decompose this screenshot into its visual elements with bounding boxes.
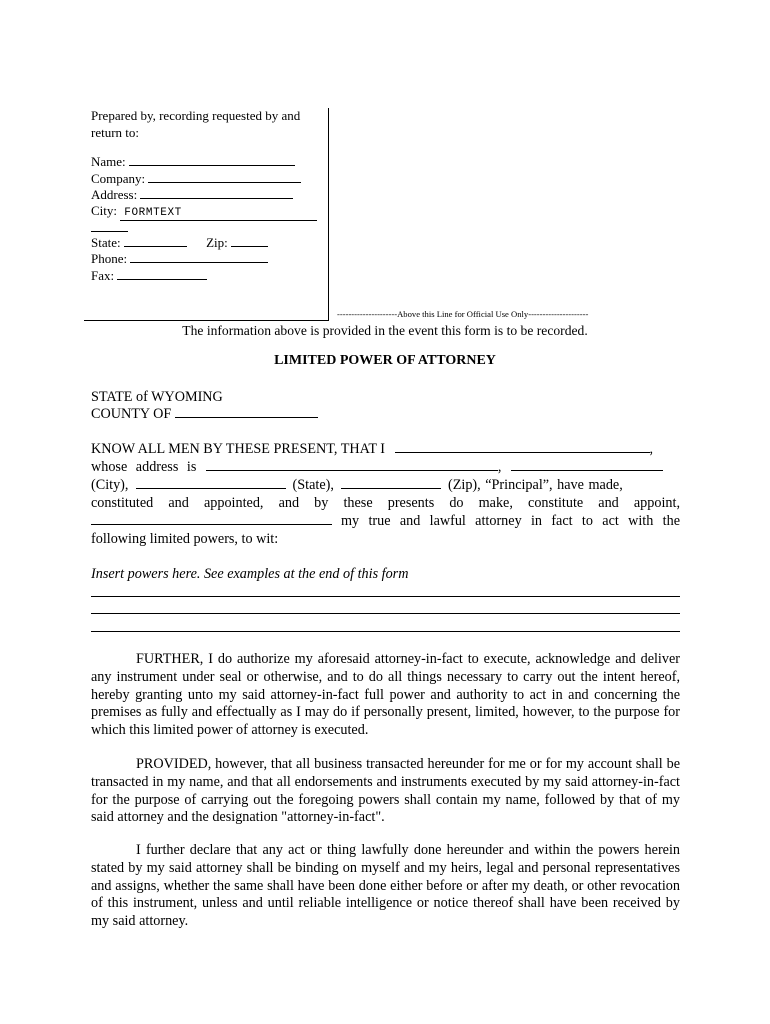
attorney-name-field[interactable] bbox=[91, 512, 332, 525]
company-field[interactable] bbox=[148, 170, 301, 183]
provided-paragraph: PROVIDED, however, that all business transacted hereunder for me or for my account shall be transacted in my name, and that all endorsements and instruments executed by my said attorney-in-fact for the purpose of carrying out the foregoing powers shall contain my name, followed by that of my said attorney and the designation "attorney-in-fact". bbox=[91, 756, 680, 826]
know-all-line-6: following limited powers, to wit: bbox=[91, 531, 279, 547]
know-all-line-4: constituted and appointed, and by these presents do make, constitute and appoint, bbox=[91, 495, 680, 511]
comma: , bbox=[497, 459, 502, 475]
return-block-divider-vertical bbox=[328, 108, 329, 320]
powers-prompt: Insert powers here. See examples at the end of this form bbox=[91, 566, 409, 582]
city-field-wrap-line bbox=[91, 231, 128, 232]
company-label: Company: bbox=[91, 171, 146, 186]
city-field[interactable]: FORMTEXT bbox=[120, 206, 317, 221]
official-use-line: ---------------------Above this Line for Official Use Only--------------------- bbox=[337, 309, 589, 319]
know-all-line-2 bbox=[91, 458, 680, 476]
return-city-row bbox=[91, 203, 317, 221]
know-all-line-1 bbox=[91, 440, 680, 458]
principal-address-field[interactable] bbox=[206, 458, 498, 471]
return-state-row bbox=[91, 234, 268, 252]
address-label: Address: bbox=[91, 187, 138, 202]
zip-label: Zip: bbox=[206, 235, 228, 250]
return-fax-row bbox=[91, 267, 207, 285]
know-all-line-3 bbox=[91, 476, 680, 494]
address-field[interactable] bbox=[140, 186, 293, 199]
know-all-line-5 bbox=[91, 512, 680, 530]
know-all-intro: KNOW ALL MEN BY THESE PRESENT, THAT I bbox=[91, 441, 385, 457]
county-field[interactable] bbox=[175, 405, 318, 418]
attorney-text: my true and lawful attorney in fact to act with the bbox=[341, 513, 680, 529]
principal-state-field[interactable] bbox=[136, 476, 286, 489]
name-field[interactable] bbox=[129, 153, 295, 166]
declare-paragraph: I further declare that any act or thing lawfully done hereunder and within the powers herein stated by my said attorney shall be binding on myself and my heirs, legal and personal representatives and assigns, whether the same shall have been done either before or after my death, or other revocation of this instrument, unless and until reliable intelligence or notice thereof shall have been received by my said attorney. bbox=[91, 842, 680, 930]
return-block-divider-horizontal bbox=[84, 320, 329, 321]
county-label: COUNTY OF bbox=[91, 406, 172, 422]
powers-line-1[interactable] bbox=[91, 596, 680, 597]
zip-field[interactable] bbox=[231, 234, 268, 247]
address-intro: whose address is bbox=[91, 459, 197, 475]
principal-zip-field[interactable] bbox=[341, 476, 441, 489]
recorded-notice: The information above is provided in the event this form is to be recorded. bbox=[182, 323, 588, 338]
phone-field[interactable] bbox=[130, 250, 268, 263]
principal-city-field[interactable] bbox=[511, 458, 663, 471]
return-block-intro: Prepared by, recording requested by and return to: bbox=[91, 108, 301, 140]
state-label: State: bbox=[91, 235, 121, 250]
return-address-row bbox=[91, 186, 293, 204]
comma: , bbox=[649, 441, 654, 457]
powers-line-2[interactable] bbox=[91, 613, 680, 614]
document-title: LIMITED POWER OF ATTORNEY bbox=[274, 353, 496, 368]
return-name-row bbox=[91, 153, 295, 171]
principal-name-field[interactable] bbox=[395, 440, 650, 453]
powers-line-3[interactable] bbox=[91, 631, 680, 632]
state-text: (State), bbox=[292, 477, 334, 493]
county-row bbox=[91, 405, 318, 423]
city-text: (City), bbox=[91, 477, 129, 493]
fax-label: Fax: bbox=[91, 268, 115, 283]
return-company-row bbox=[91, 170, 301, 188]
city-label: City: bbox=[91, 203, 118, 218]
further-paragraph: FURTHER, I do authorize my aforesaid attorney-in-fact to execute, acknowledge and deliver any instrument under seal or otherwise, and to do all things necessary to carry out the intent hereof, hereby granting unto my said attorney-in-fact full power and authority to act in and concerning the premises as fully and effectually as I may do if personally present, limited, however, to the purpose for which this limited power of attorney is executed. bbox=[91, 651, 680, 739]
state-line: STATE of WYOMING bbox=[91, 389, 223, 405]
return-phone-row bbox=[91, 250, 268, 268]
fax-field[interactable] bbox=[117, 267, 207, 280]
zip-text: (Zip), “Principal”, have made, bbox=[448, 477, 623, 493]
phone-label: Phone: bbox=[91, 251, 128, 266]
name-label: Name: bbox=[91, 154, 126, 169]
state-field[interactable] bbox=[124, 234, 187, 247]
